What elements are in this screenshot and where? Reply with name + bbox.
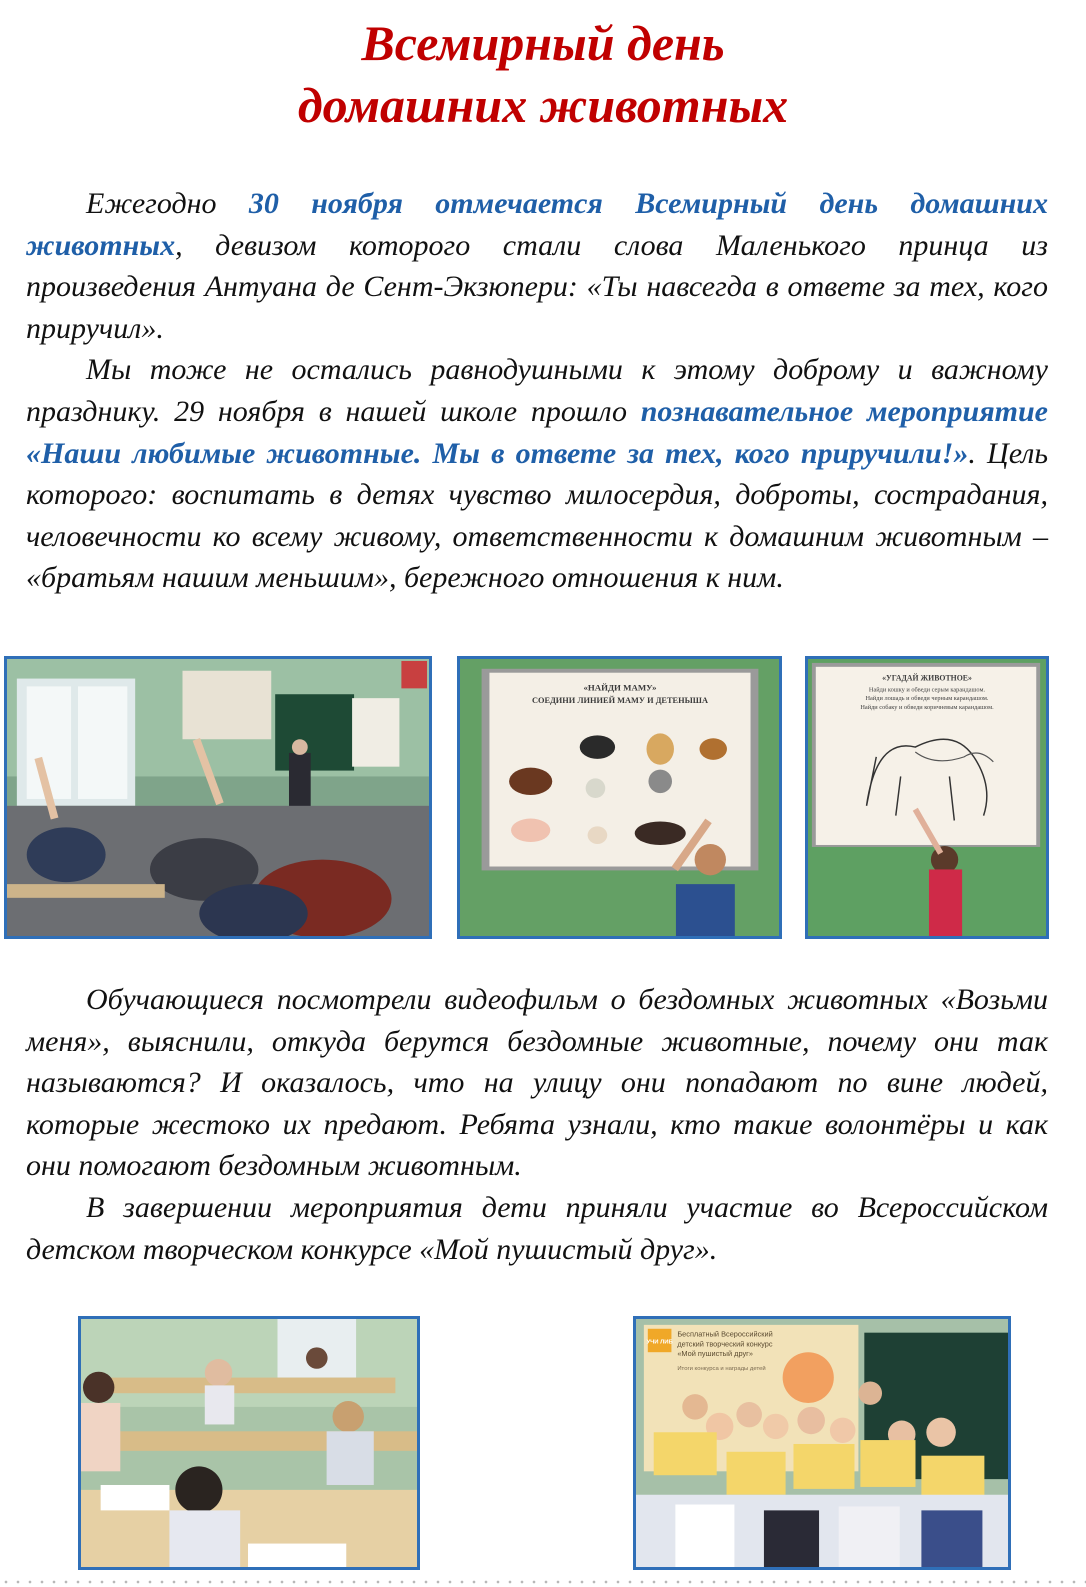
- p1-end: , девизом которого стали слова Маленького принца из произведения Антуана де Сент-Экзюпери: «Ты навсегда в ответе за тех, кого приручил».: [26, 228, 1048, 345]
- contest-line-2: детский творческий конкурс: [677, 1339, 773, 1349]
- p1-highlight: 30 ноября отмечается Всемирный день домашних животных: [26, 187, 1048, 262]
- board-find-mom-photo: [457, 656, 782, 939]
- title-line-1: Всемирный день: [361, 15, 725, 71]
- board2-line-4: Найди собаку и обведи коричневым карандашом.: [860, 703, 994, 711]
- board2-line-2: Найди кошку и обведи серым карандашом.: [868, 686, 986, 694]
- p1-start: Ежегодно: [86, 187, 249, 220]
- page-title: [0, 12, 1086, 136]
- board2-line-3: Найди лошадь и обведи черным карандашом.: [865, 695, 989, 703]
- paragraph-3: Обучающиеся посмотрели видеофильм о бездомных животных «Возьми меня», выяснили, откуда берутся бездомные животные, почему они так называются? И оказалось, что на улицу они попадают по вине людей, которые жестоко их предают. Ребята узнали, кто такие волонтёры и как они помогают бездомным животным.: [26, 983, 1048, 1183]
- contest-line-3: «Мой пушистый друг»: [677, 1349, 753, 1359]
- board1-title: «НАЙДИ МАМУ»: [583, 682, 657, 693]
- contest-line-4: Итоги конкурса и награды детей: [677, 1365, 766, 1372]
- contest-line-1: Бесплатный Всероссийский: [677, 1329, 773, 1339]
- intro-text: [26, 183, 1048, 599]
- children-drawing-photo: [78, 1316, 420, 1570]
- paragraph-2: [26, 349, 1048, 599]
- p2-highlight: познавательное мероприятие «Наши любимые животные. Мы в ответе за тех, кого приручили!»: [26, 394, 1048, 470]
- contest-diplomas-photo: [633, 1316, 1011, 1570]
- classroom-photo: [4, 656, 432, 939]
- board2-title: «УГАДАЙ ЖИВОТНОЕ»: [882, 673, 972, 683]
- bottom-decorative-border: [0, 1580, 1086, 1584]
- p2-start: Мы тоже не остались равнодушными к этому доброму и важному празднику. 29 ноября в нашей школе прошло: [26, 353, 1048, 428]
- body-text: [26, 979, 1048, 1270]
- title-line-2: домашних животных: [297, 77, 789, 133]
- paragraph-4: В завершении мероприятия дети приняли участие во Всероссийском детском творческом конкурсе «Мой пушистый друг».: [26, 1190, 1048, 1266]
- board1-subtitle: СОЕДИНИ ЛИНИЕЙ МАМУ И ДЕТЕНЫША: [531, 696, 708, 706]
- contest-logo: УЧИ ЛИБ: [646, 1339, 673, 1346]
- paragraph-1: [26, 183, 1048, 349]
- board-guess-animal-photo: [805, 656, 1049, 939]
- p2-end: . Цель которого: воспитать в детях чувство милосердия, доброты, сострадания, человечности ко всему живому, ответственности к домашним животным – «братьям нашим меньшим», бережного отношения к ним.: [26, 436, 1049, 595]
